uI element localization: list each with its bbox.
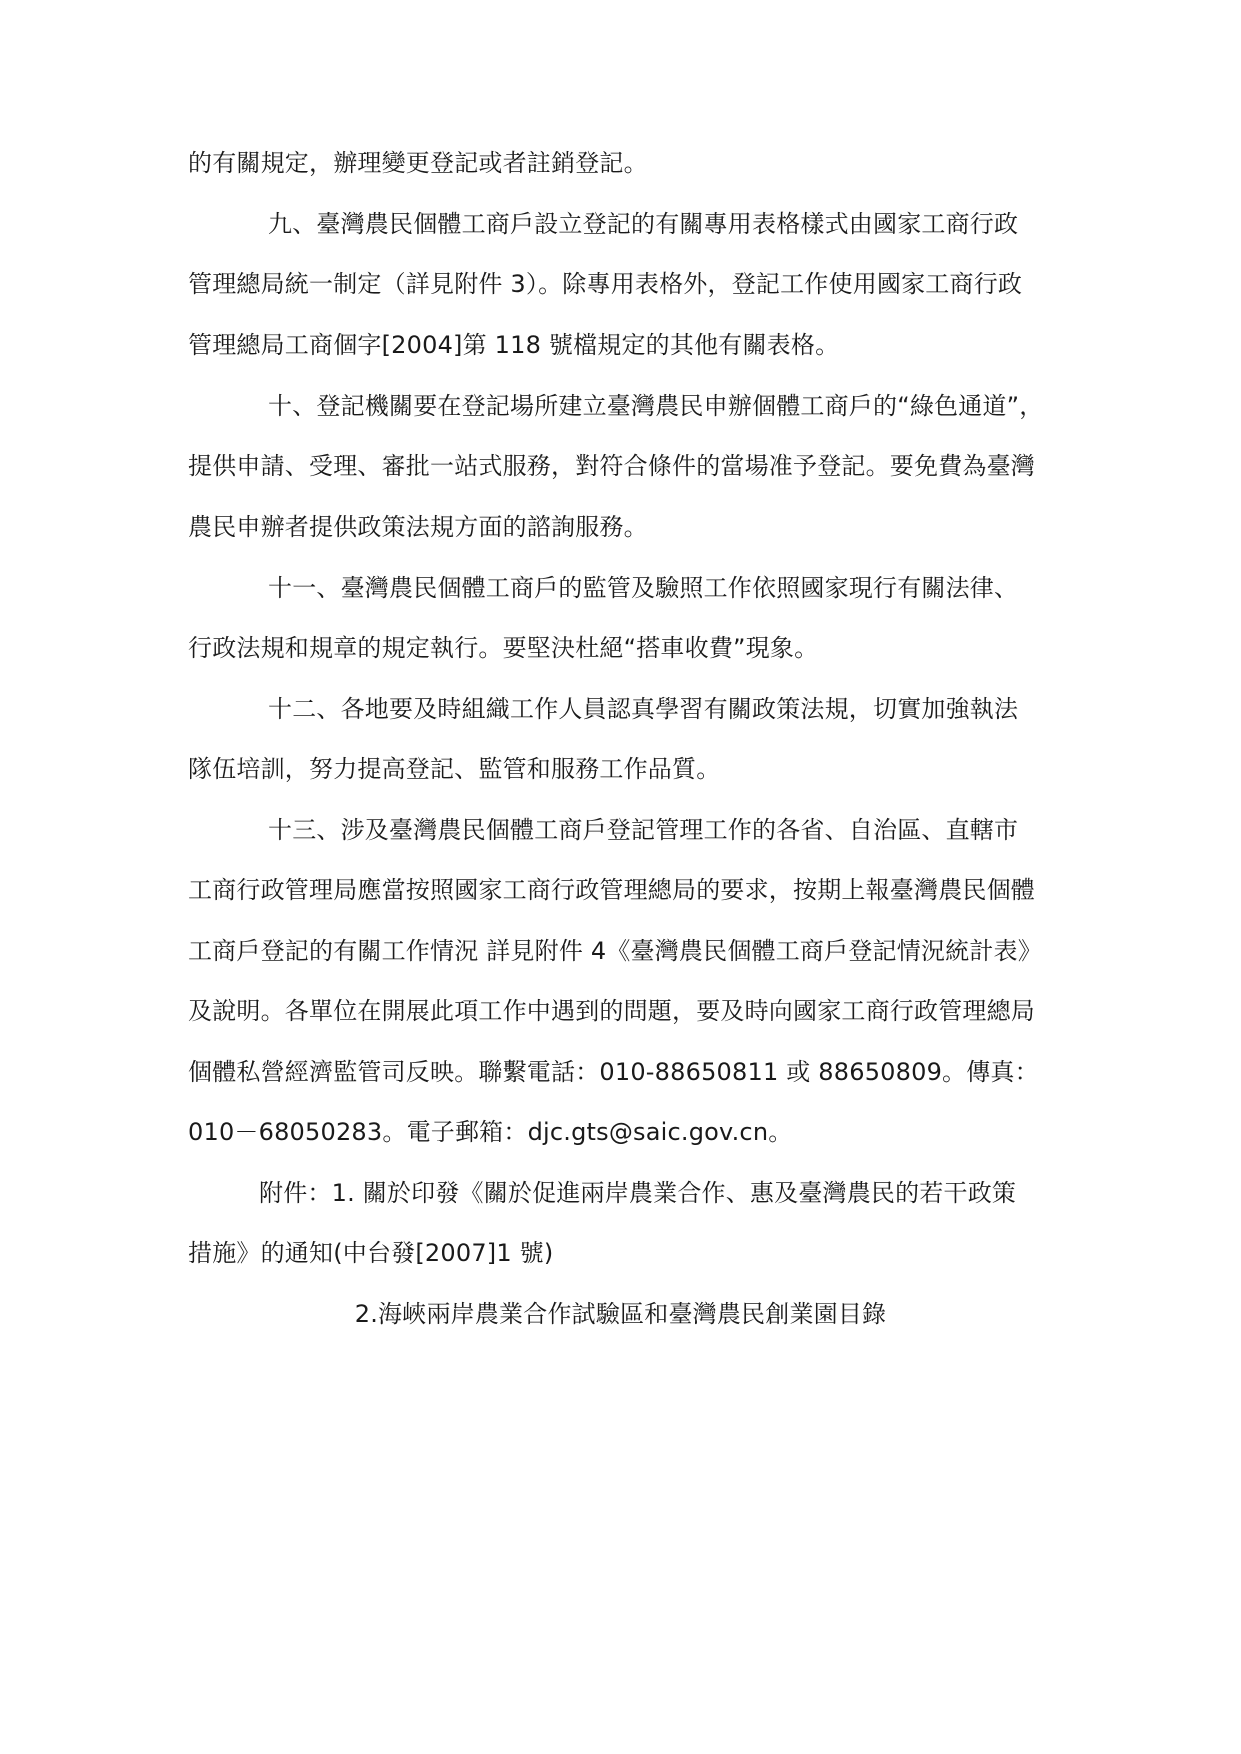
text-line: 農民申辦者提供政策法規方面的諮詢服務。	[188, 513, 648, 541]
contact-line: 010－68050283。電子郵箱：djc.gts@saic.gov.cn。	[188, 1118, 793, 1146]
paragraph-9-line: 九、臺灣農民個體工商戶設立登記的有關專用表格樣式由國家工商行政	[268, 210, 1019, 238]
text-line: 工商行政管理局應當按照國家工商行政管理總局的要求，按期上報臺灣農民個體	[188, 876, 1035, 904]
text-line: 的有關規定，辦理變更登記或者註銷登記。	[188, 149, 648, 177]
text-line: 工商戶登記的有關工作情況 詳見附件 4《臺灣農民個體工商戶登記情況統計表》	[188, 937, 1042, 965]
annex-line: 措施》的通知(中台發[2007]1 號)	[188, 1239, 554, 1267]
paragraph-13-line: 十三、涉及臺灣農民個體工商戶登記管理工作的各省、自治區、直轄市	[268, 816, 1019, 844]
text-line: 隊伍培訓，努力提高登記、監管和服務工作品質。	[188, 755, 721, 783]
paragraph-12-line: 十二、各地要及時組織工作人員認真學習有關政策法規，切實加強執法	[268, 695, 1019, 723]
text-line: 管理總局統一制定（詳見附件 3）。除專用表格外，登記工作使用國家工商行政	[188, 270, 1023, 298]
annex-line: 附件：1. 關於印發《關於促進兩岸農業合作、惠及臺灣農民的若干政策	[259, 1179, 1017, 1207]
text-line: 及說明。各單位在開展此項工作中遇到的問題，要及時向國家工商行政管理總局	[188, 997, 1035, 1025]
paragraph-10-line: 十、登記機關要在登記場所建立臺灣農民申辦個體工商戶的“綠色通道”，	[268, 392, 1044, 420]
text-line: 管理總局工商個字[2004]第 118 號檔規定的其他有關表格。	[188, 331, 840, 359]
text-line: 提供申請、受理、審批一站式服務，對符合條件的當場准予登記。要免費為臺灣	[188, 452, 1035, 480]
annex-item-2: 2.海峽兩岸農業合作試驗區和臺灣農民創業園目錄	[354, 1300, 887, 1328]
contact-line: 個體私營經濟監管司反映。聯繫電話：010-88650811 或 88650809。傳真：	[188, 1058, 1039, 1086]
paragraph-11-line: 十一、臺灣農民個體工商戶的監管及驗照工作依照國家現行有關法律、	[268, 574, 1019, 602]
text-line: 行政法規和規章的規定執行。要堅決杜絕“搭車收費”現象。	[188, 634, 819, 662]
